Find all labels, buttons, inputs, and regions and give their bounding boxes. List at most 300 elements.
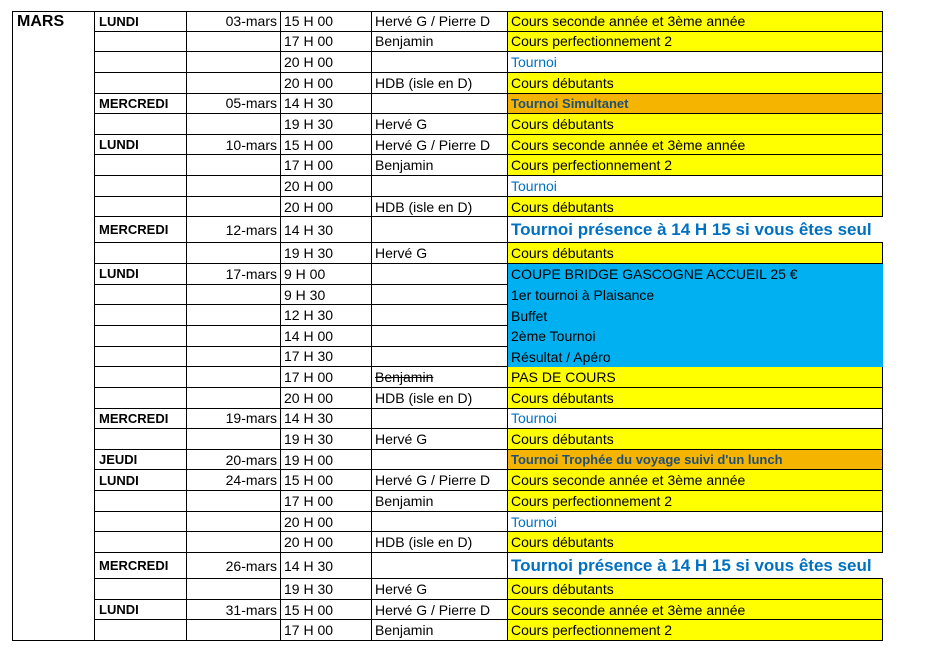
activity-cell-text: Cours seconde année et 3ème année <box>511 601 746 618</box>
table-row <box>0 73 928 94</box>
month-cell <box>12 114 95 135</box>
time-cell <box>281 450 372 471</box>
month-cell <box>12 347 95 368</box>
time-cell-text: 20 H 00 <box>284 54 334 71</box>
date-cell <box>187 32 281 53</box>
activity-cell <box>508 114 883 135</box>
time-cell-text: 15 H 00 <box>284 136 334 153</box>
month-cell <box>12 326 95 347</box>
day-cell-text: MERCREDI <box>99 410 169 426</box>
activity-cell-text: Tournoi Trophée du voyage suivi d'un lunch <box>511 452 783 468</box>
day-cell <box>95 155 187 176</box>
table-row <box>0 94 928 115</box>
day-cell <box>95 52 187 73</box>
date-cell <box>187 11 281 32</box>
day-cell-text: LUNDI <box>99 472 139 488</box>
activity-cell <box>508 285 883 306</box>
time-cell-text: 15 H 00 <box>284 13 334 30</box>
month-cell <box>12 388 95 409</box>
day-cell <box>95 388 187 409</box>
instructor-cell-text: HDB (isle en D) <box>375 389 473 406</box>
activity-cell-text: 1er tournoi à Plaisance <box>511 287 655 304</box>
month-cell <box>12 305 95 326</box>
activity-cell-text: Cours débutants <box>511 116 614 132</box>
date-cell <box>187 388 281 409</box>
date-cell-text: 10-mars <box>225 136 277 153</box>
activity-cell <box>508 512 883 533</box>
time-cell <box>281 217 372 243</box>
time-cell-text: 17 H 00 <box>284 157 334 174</box>
table-row <box>0 52 928 73</box>
day-cell-text: LUNDI <box>99 602 139 618</box>
time-cell <box>281 553 372 579</box>
time-cell-text: 9 H 00 <box>284 265 326 282</box>
instructor-cell <box>372 155 508 176</box>
activity-cell-text: Cours seconde année et 3ème année <box>511 472 746 489</box>
instructor-cell <box>372 11 508 32</box>
time-cell-text: 19 H 30 <box>284 431 334 447</box>
instructor-cell-text: Hervé G <box>375 245 428 262</box>
instructor-cell <box>372 450 508 471</box>
time-cell <box>281 470 372 491</box>
month-cell <box>12 155 95 176</box>
day-cell <box>95 243 187 264</box>
time-cell-text: 20 H 00 <box>284 389 334 406</box>
activity-cell-text: Cours débutants <box>511 534 614 551</box>
time-cell <box>281 264 372 285</box>
activity-cell <box>508 155 883 176</box>
day-cell <box>95 285 187 306</box>
activity-cell-text: Tournoi <box>511 177 557 194</box>
instructor-cell-text: HDB (isle en D) <box>375 534 473 551</box>
month-cell <box>12 32 95 53</box>
activity-cell <box>508 429 883 450</box>
activity-cell <box>508 450 883 471</box>
time-cell <box>281 155 372 176</box>
activity-cell <box>508 579 883 600</box>
table-row <box>0 243 928 264</box>
activity-cell <box>508 491 883 512</box>
activity-cell <box>508 135 883 156</box>
table-row <box>0 512 928 533</box>
day-cell <box>95 73 187 94</box>
day-cell <box>95 114 187 135</box>
date-cell <box>187 429 281 450</box>
month-cell <box>12 620 95 641</box>
time-cell-text: 14 H 30 <box>284 95 334 112</box>
instructor-cell <box>372 326 508 347</box>
day-cell-text: MERCREDI <box>99 222 169 238</box>
instructor-cell <box>372 347 508 368</box>
table-row <box>0 620 928 641</box>
table-row <box>0 155 928 176</box>
instructor-cell <box>372 579 508 600</box>
date-cell <box>187 470 281 491</box>
instructor-cell <box>372 620 508 641</box>
activity-cell <box>508 264 883 285</box>
instructor-cell-text: Benjamin <box>375 492 434 509</box>
instructor-cell <box>372 305 508 326</box>
day-cell-text: LUNDI <box>99 13 139 29</box>
table-row <box>0 579 928 600</box>
day-cell <box>95 512 187 533</box>
month-cell <box>12 367 95 388</box>
activity-cell <box>508 243 883 264</box>
month-cell <box>12 176 95 197</box>
instructor-cell-text: Hervé G <box>375 431 428 447</box>
time-cell <box>281 243 372 264</box>
time-cell-text: 20 H 00 <box>284 198 334 215</box>
date-cell <box>187 553 281 579</box>
month-cell <box>12 73 95 94</box>
table-row <box>0 176 928 197</box>
instructor-cell-text: Benjamin <box>375 33 434 50</box>
table-row <box>0 388 928 409</box>
activity-cell <box>508 52 883 73</box>
date-cell <box>187 532 281 553</box>
month-cell <box>12 243 95 264</box>
month-cell <box>12 600 95 621</box>
time-cell-text: 17 H 30 <box>284 348 334 365</box>
activity-cell-text: Cours débutants <box>511 198 614 215</box>
date-cell <box>187 217 281 243</box>
time-cell <box>281 135 372 156</box>
month-cell <box>12 512 95 533</box>
time-cell <box>281 429 372 450</box>
time-cell-text: 19 H 30 <box>284 245 334 262</box>
time-cell-text: 14 H 00 <box>284 327 334 344</box>
time-cell-text: 20 H 00 <box>284 513 334 530</box>
time-cell-text: 19 H 30 <box>284 580 334 597</box>
date-cell <box>187 243 281 264</box>
time-cell-text: 20 H 00 <box>284 534 334 551</box>
time-cell-text: 12 H 30 <box>284 307 334 324</box>
table-row <box>0 305 928 326</box>
time-cell-text: 19 H 00 <box>284 451 334 468</box>
time-cell <box>281 305 372 326</box>
activity-cell <box>508 11 883 32</box>
day-cell <box>95 429 187 450</box>
table-row <box>0 600 928 621</box>
time-cell <box>281 285 372 306</box>
activity-cell <box>508 32 883 53</box>
date-cell <box>187 620 281 641</box>
table-row <box>0 285 928 306</box>
instructor-cell <box>372 197 508 218</box>
instructor-cell <box>372 367 508 388</box>
activity-cell <box>508 176 883 197</box>
day-cell <box>95 305 187 326</box>
activity-cell-text: Tournoi présence à 14 H 15 si vous êtes seul <box>511 220 872 240</box>
day-cell <box>95 32 187 53</box>
activity-cell <box>508 326 883 347</box>
time-cell <box>281 600 372 621</box>
activity-cell-text: PAS DE COURS <box>511 369 616 386</box>
day-cell <box>95 553 187 579</box>
day-cell <box>95 94 187 115</box>
day-cell <box>95 532 187 553</box>
instructor-cell-text: Hervé G / Pierre D <box>375 13 491 30</box>
table-row <box>0 326 928 347</box>
time-cell <box>281 347 372 368</box>
time-cell-text: 14 H 30 <box>284 410 334 427</box>
time-cell-text: 19 H 30 <box>284 116 334 132</box>
activity-cell <box>508 409 883 430</box>
month-cell <box>12 409 95 430</box>
instructor-cell-text: Benjamin <box>375 369 434 386</box>
time-cell-text: 15 H 00 <box>284 472 334 489</box>
month-cell-text: MARS <box>17 13 65 30</box>
instructor-cell-text: HDB (isle en D) <box>375 198 473 215</box>
date-cell <box>187 512 281 533</box>
month-cell <box>12 94 95 115</box>
date-cell <box>187 264 281 285</box>
time-cell <box>281 367 372 388</box>
activity-cell-text: Cours débutants <box>511 245 614 262</box>
day-cell <box>95 450 187 471</box>
instructor-cell-text: Benjamin <box>375 622 434 639</box>
activity-cell <box>508 347 883 368</box>
month-cell <box>12 285 95 306</box>
month-cell <box>12 470 95 491</box>
month-cell <box>12 429 95 450</box>
instructor-cell <box>372 600 508 621</box>
activity-cell <box>508 73 883 94</box>
time-cell <box>281 388 372 409</box>
time-cell <box>281 409 372 430</box>
month-cell <box>12 135 95 156</box>
table-row <box>0 264 928 285</box>
activity-cell-text: Cours débutants <box>511 431 614 447</box>
activity-cell-text: Tournoi Simultanet <box>511 95 629 111</box>
time-cell-text: 17 H 00 <box>284 369 334 386</box>
date-cell <box>187 285 281 306</box>
day-cell-text: MERCREDI <box>99 95 169 111</box>
time-cell-text: 9 H 30 <box>284 286 326 303</box>
day-cell <box>95 600 187 621</box>
instructor-cell <box>372 532 508 553</box>
date-cell <box>187 135 281 156</box>
month-cell <box>12 52 95 73</box>
activity-cell-text: Cours débutants <box>511 74 614 91</box>
instructor-cell-text: Hervé G <box>375 580 428 597</box>
activity-cell-text: Cours perfectionnement 2 <box>511 157 673 174</box>
instructor-cell <box>372 52 508 73</box>
instructor-cell <box>372 135 508 156</box>
instructor-cell-text: HDB (isle en D) <box>375 74 473 91</box>
date-cell-text: 24-mars <box>225 472 277 489</box>
day-cell <box>95 11 187 32</box>
activity-cell-text: Tournoi <box>511 513 557 530</box>
date-cell <box>187 305 281 326</box>
table-row <box>0 532 928 553</box>
month-cell <box>12 553 95 579</box>
day-cell <box>95 135 187 156</box>
day-cell-text: LUNDI <box>99 137 139 153</box>
table-row <box>0 470 928 491</box>
activity-cell-text: Cours débutants <box>511 580 614 597</box>
time-cell <box>281 32 372 53</box>
activity-cell-text: Tournoi <box>511 410 557 427</box>
instructor-cell <box>372 491 508 512</box>
time-cell <box>281 532 372 553</box>
activity-cell-text: Cours perfectionnement 2 <box>511 622 673 639</box>
time-cell <box>281 114 372 135</box>
instructor-cell <box>372 388 508 409</box>
instructor-cell-text: Hervé G / Pierre D <box>375 136 491 153</box>
instructor-cell <box>372 176 508 197</box>
activity-cell-text: Cours perfectionnement 2 <box>511 33 673 50</box>
day-cell <box>95 491 187 512</box>
activity-cell-text: 2ème Tournoi <box>511 328 596 345</box>
activity-cell-text: Tournoi <box>511 54 557 71</box>
activity-cell-text: Résultat / Apéro <box>511 348 611 365</box>
day-cell <box>95 620 187 641</box>
day-cell <box>95 579 187 600</box>
activity-cell <box>508 470 883 491</box>
date-cell <box>187 197 281 218</box>
day-cell <box>95 367 187 388</box>
date-cell-text: 31-mars <box>225 601 277 618</box>
day-cell <box>95 347 187 368</box>
instructor-cell <box>372 114 508 135</box>
time-cell <box>281 11 372 32</box>
day-cell-text: LUNDI <box>99 266 139 282</box>
month-cell <box>12 491 95 512</box>
day-cell <box>95 264 187 285</box>
activity-cell <box>508 620 883 641</box>
time-cell-text: 20 H 00 <box>284 74 334 91</box>
date-cell <box>187 114 281 135</box>
day-cell <box>95 176 187 197</box>
date-cell-text: 17-mars <box>225 265 277 282</box>
instructor-cell <box>372 32 508 53</box>
time-cell-text: 14 H 30 <box>284 557 334 574</box>
month-cell <box>12 11 95 32</box>
month-cell <box>12 450 95 471</box>
time-cell-text: 20 H 00 <box>284 177 334 194</box>
instructor-cell <box>372 264 508 285</box>
time-cell-text: 17 H 00 <box>284 33 334 50</box>
date-cell <box>187 176 281 197</box>
instructor-cell <box>372 409 508 430</box>
activity-cell-text: Cours débutants <box>511 389 614 406</box>
instructor-cell <box>372 553 508 579</box>
date-cell <box>187 73 281 94</box>
time-cell <box>281 73 372 94</box>
day-cell <box>95 326 187 347</box>
activity-cell <box>508 388 883 409</box>
day-cell-text: JEUDI <box>99 452 138 468</box>
activity-cell <box>508 532 883 553</box>
activity-cell-text: Cours seconde année et 3ème année <box>511 136 746 153</box>
time-cell-text: 17 H 00 <box>284 492 334 509</box>
instructor-cell-text: Benjamin <box>375 157 434 174</box>
instructor-cell <box>372 94 508 115</box>
month-cell <box>12 532 95 553</box>
time-cell <box>281 52 372 73</box>
activity-cell <box>508 197 883 218</box>
time-cell-text: 17 H 00 <box>284 622 334 639</box>
activity-cell <box>508 305 883 326</box>
month-cell <box>12 217 95 243</box>
time-cell <box>281 326 372 347</box>
date-cell-text: 05-mars <box>225 95 277 112</box>
date-cell <box>187 409 281 430</box>
table-row <box>0 114 928 135</box>
instructor-cell-text: Hervé G / Pierre D <box>375 472 491 489</box>
activity-cell-text: Buffet <box>511 307 548 324</box>
table-row <box>0 11 928 32</box>
date-cell-text: 19-mars <box>225 410 277 427</box>
time-cell <box>281 579 372 600</box>
time-cell <box>281 491 372 512</box>
date-cell <box>187 579 281 600</box>
instructor-cell <box>372 73 508 94</box>
activity-cell <box>508 94 883 115</box>
instructor-cell <box>372 512 508 533</box>
instructor-cell <box>372 429 508 450</box>
time-cell-text: 15 H 00 <box>284 601 334 618</box>
activity-cell <box>508 217 883 243</box>
time-cell <box>281 197 372 218</box>
table-row <box>0 217 928 243</box>
date-cell <box>187 600 281 621</box>
table-row <box>0 135 928 156</box>
date-cell <box>187 155 281 176</box>
instructor-cell <box>372 243 508 264</box>
date-cell-text: 20-mars <box>225 451 277 468</box>
month-cell <box>12 197 95 218</box>
instructor-cell-text: Hervé G / Pierre D <box>375 601 491 618</box>
day-cell <box>95 197 187 218</box>
time-cell-text: 14 H 30 <box>284 221 334 238</box>
day-cell-text: MERCREDI <box>99 558 169 574</box>
activity-cell <box>508 553 883 579</box>
table-row <box>0 409 928 430</box>
table-row <box>0 491 928 512</box>
activity-cell <box>508 600 883 621</box>
activity-cell-text: Tournoi présence à 14 H 15 si vous êtes seul <box>511 556 872 576</box>
instructor-cell <box>372 470 508 491</box>
time-cell <box>281 94 372 115</box>
activity-cell-text: Cours seconde année et 3ème année <box>511 13 746 30</box>
date-cell-text: 12-mars <box>225 221 277 238</box>
date-cell <box>187 367 281 388</box>
date-cell <box>187 450 281 471</box>
date-cell-text: 03-mars <box>225 13 277 30</box>
table-row <box>0 450 928 471</box>
date-cell <box>187 326 281 347</box>
table-row <box>0 32 928 53</box>
table-row <box>0 347 928 368</box>
instructor-cell <box>372 285 508 306</box>
month-cell <box>12 579 95 600</box>
date-cell <box>187 491 281 512</box>
date-cell-text: 26-mars <box>225 557 277 574</box>
table-row <box>0 553 928 579</box>
month-cell <box>12 264 95 285</box>
day-cell <box>95 409 187 430</box>
activity-cell <box>508 367 883 388</box>
table-row <box>0 429 928 450</box>
table-row <box>0 367 928 388</box>
day-cell <box>95 217 187 243</box>
date-cell <box>187 347 281 368</box>
activity-cell-text: Cours perfectionnement 2 <box>511 492 673 509</box>
instructor-cell-text: Hervé G <box>375 116 428 132</box>
table-row <box>0 197 928 218</box>
